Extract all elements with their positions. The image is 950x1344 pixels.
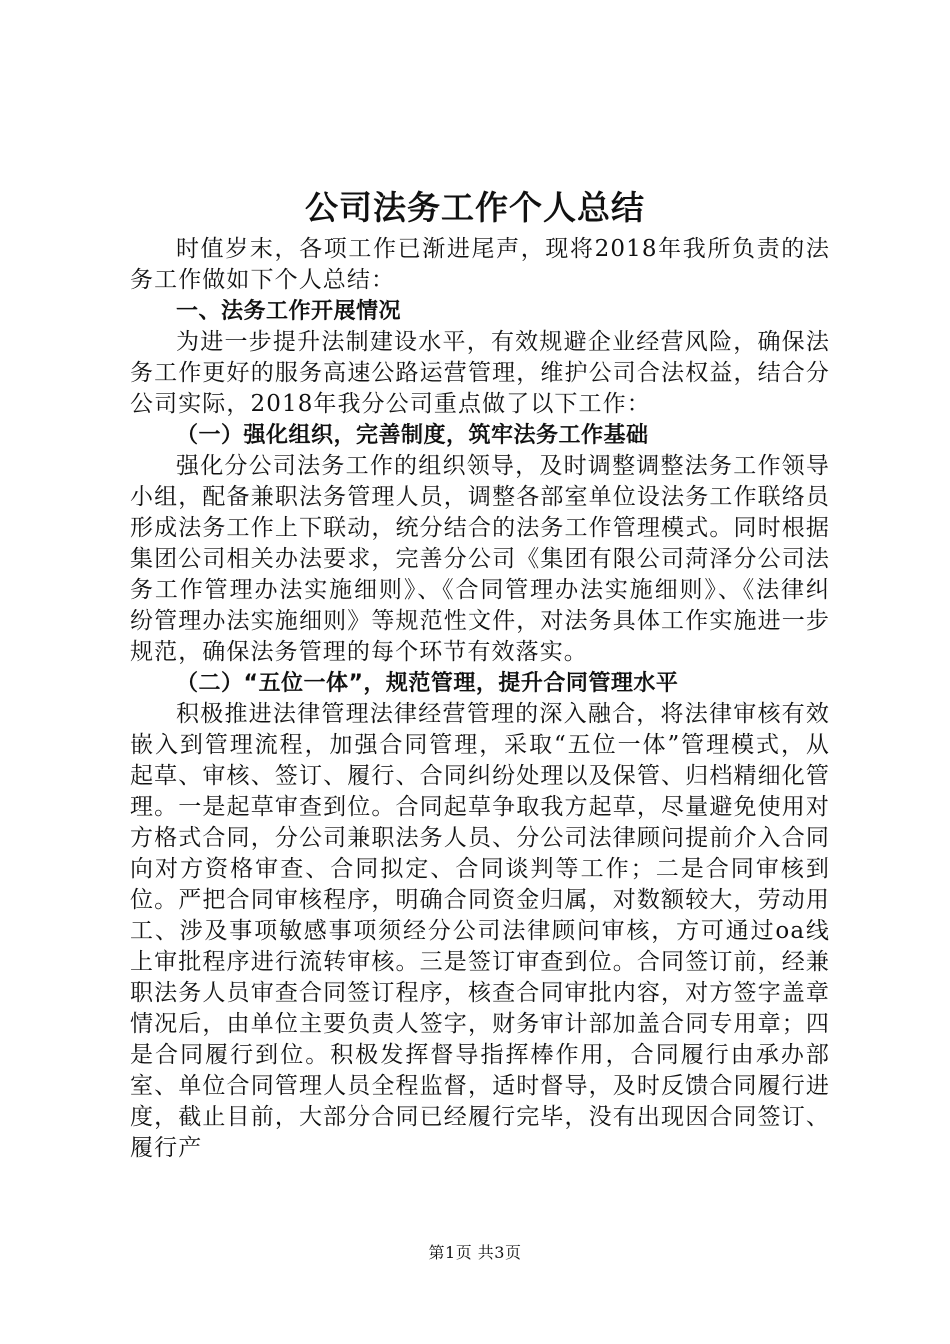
subsection-1-paragraph: 强化分公司法务工作的组织领导，及时调整调整法务工作领导小组，配备兼职法务管理人员，调整各部室单位设法务工作联络员形成法务工作上下联动，统分结合的法务工作管理模式。同时根据集团公司相关办法要求，完善分公司《集团有限公司菏泽分公司法务工作管理办法实施细则》、《合同管理办法实施细则》、《法律纠纷管理办法实施细则》等规范性文件，对法务具体工作实施进一步规范，确保法务管理的每个环节有效落实。 (130, 453, 830, 665)
subsection-heading-2: （二）“五位一体”，规范管理，提升合同管理水平 (176, 671, 679, 696)
page-footer: 第1页 共3页 (428, 1243, 522, 1262)
document-title: 公司法务工作个人总结 (305, 188, 645, 227)
document-body (130, 234, 830, 1164)
section-1-paragraph: 为进一步提升法制建设水平，有效规避企业经营风险，确保法务工作更好的服务高速公路运营管理，维护公司合法权益，结合分公司实际，2018年我分公司重点做了以下工作： (130, 329, 830, 417)
subsection-heading-1: （一）强化组织，完善制度，筑牢法务工作基础 (176, 423, 649, 448)
subsection-2-paragraph: 积极推进法律管理法律经营管理的深入融合，将法律审核有效嵌入到管理流程，加强合同管理，采取“五位一体”管理模式，从起草、审核、签订、履行、合同纠纷处理以及保管、归档精细化管理。一是起草审查到位。合同起草争取我方起草，尽量避免使用对方格式合同，分公司兼职法务人员、分公司法律顾问提前介入合同向对方资格审查、合同拟定、合同谈判等工作；二是合同审核到位。严把合同审核程序，明确合同资金归属，对数额较大，劳动用工、涉及事项敏感事项须经分公司法律顾问审核，方可通过oa线上审批程序进行流转审核。三是签订审查到位。合同签订前，经兼职法务人员审查合同签订程序，核查合同审批内容，对方签字盖章情况后，由单位主要负责人签字，财务审计部加盖合同专用章；四是合同履行到位。积极发挥督导指挥棒作用，合同履行由承办部室、单位合同管理人员全程监督，适时督导，及时反馈合同履行进度，截止目前，大部分合同已经履行完毕，没有出现因合同签订、履行产 (130, 701, 830, 1161)
intro-paragraph: 时值岁末，各项工作已渐进尾声，现将2018年我所负责的法务工作做如下个人总结： (130, 236, 830, 293)
section-heading-1: 一、法务工作开展情况 (176, 299, 402, 324)
